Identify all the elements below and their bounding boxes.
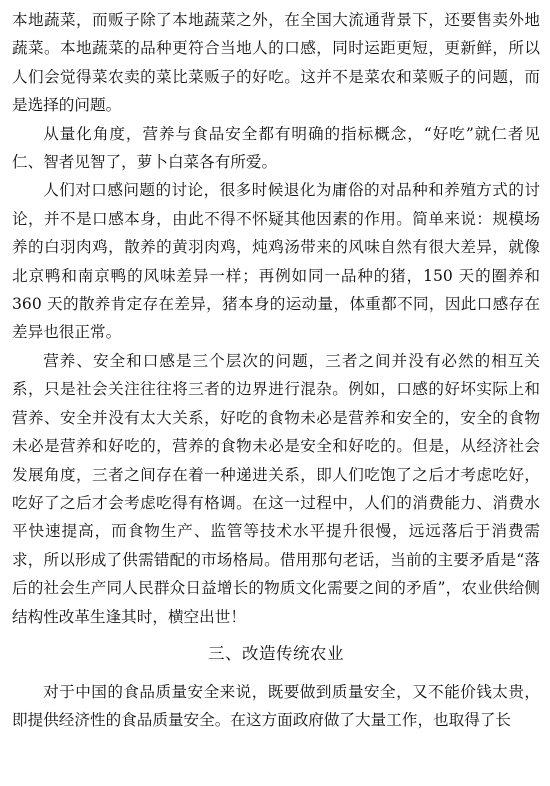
paragraph-nutrition-safety-taste: 营养、安全和口感是三个层次的问题，三者之间并没有必然的相互关系，只是社会关注往往将三者的边界进行混杂。例如，口感的好坏实际上和营养、安全并没有太大关系，好吃的食物未必是营养和安全的，安全的食物未必是营养和好吃的，营养的食物未必是安全和好吃的。但是，从经济社会发展角度，三者之间存在着一种递进关系，即人们吃饱了之后才考虑吃好，吃好了之后才会考虑吃得有格调。在这一过程中，人们的消费能力、消费水平快速提高，而食物生产、监管等技术水平提升很慢，远远落后于消费需求，所以形成了供需错配的市场格局。借用那句老话，当前的主要矛盾是“落后的社会生产同人民群众日益增长的物质文化需要之间的矛盾”，农业供给侧结构性改革生逢其时，横空出世！ <box>12 351 540 626</box>
paragraph-food-safety: 对于中国的食品质量安全来说，既要做到质量安全，又不能价钱太贵，即提供经济性的食品质量安全。在这方面政府做了大量工作，也取得了长 <box>12 682 540 730</box>
paragraph-taste-discussion: 人们对口感问题的讨论，很多时候退化为庸俗的对品种和养殖方式的讨论，并不是口感本身，由此不得不怀疑其他因素的作用。简单来说：规模场养的白羽肉鸡，散养的黄羽肉鸡，炖鸡汤带来的风味自然有很大差异，就像北京鸭和南京鸭的风味差异一样；再例如同一品种的猪，150 天的圈养和 360 天的散养肯定存在差异，猪本身的运动量，体重都不同，因此口感存在差异也很正常。 <box>12 181 540 342</box>
paragraph-quantification: 从量化角度，营养与食品安全都有明确的指标概念，“好吃”就仁者见仁、智者见智了，萝卜白菜各有所爱。 <box>12 124 540 172</box>
paragraph-continued: 本地蔬菜，而贩子除了本地蔬菜之外，在全国大流通背景下，还要售卖外地蔬菜。本地蔬菜的品种更符合当地人的口感，同时运距更短，更新鲜，所以人们会觉得菜农卖的菜比菜贩子的好吃。这并不是菜农和菜贩子的问题，而是选择的问题。 <box>12 11 540 115</box>
section-heading: 三、改造传统农业 <box>208 643 344 663</box>
